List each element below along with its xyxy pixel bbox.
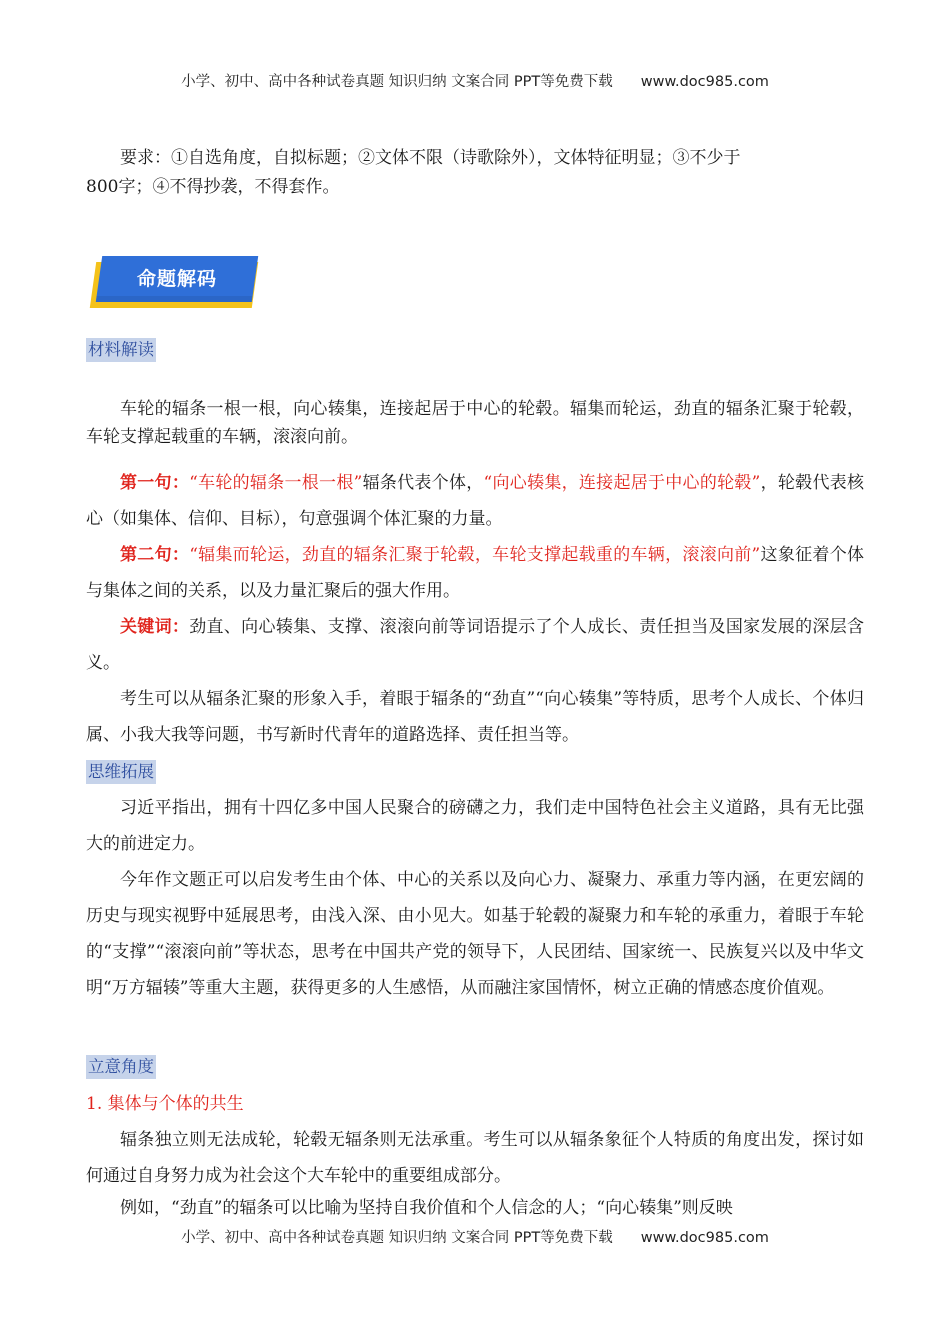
material-keywords xyxy=(86,609,864,681)
badge-label: 命题解码 xyxy=(136,268,217,290)
keywords-label: 关键词： xyxy=(120,617,190,637)
s2-text: 这象征着个体与集体之间的关系，以及力量汇聚后的强大作用。 xyxy=(86,545,865,601)
s1-quote-1: “车轮的辐条一根一根” xyxy=(189,473,363,493)
keywords-text: 劲直、向心辏集、支撑、滚滚向前等词语提示了个人成长、责任担当及国家发展的深层含义。 xyxy=(86,617,865,673)
angle-heading-1: 1. 集体与个体的共生 xyxy=(86,1094,244,1114)
header-site-link[interactable]: www.doc985.com xyxy=(640,74,769,90)
section-badge xyxy=(93,256,261,310)
expand-paragraph-1: 习近平指出，拥有十四亿多中国人民聚合的磅礴之力，我们走中国特色社会主义道路，具有无比强大的前进定力。 xyxy=(86,798,864,854)
material-sentence-1 xyxy=(86,465,864,537)
section-heading-expand: 思维拓展 xyxy=(86,760,156,784)
requirement-line2: 800字；④不得抄袭，不得套作。 xyxy=(86,177,340,197)
s1-quote-2: “向心辏集，连接起居于中心的轮毂” xyxy=(483,473,761,493)
requirement-line1: 要求：①自选角度，自拟标题；②文体不限（诗歌除外），文体特征明显；③不少于 xyxy=(120,148,741,168)
page-footer xyxy=(0,1226,950,1247)
header-text: 小学、初中、高中各种试卷真题 知识归纳 文案合同 PPT等免费下载 xyxy=(181,74,613,90)
s1-text-2: ，轮毂代表核心（如集体、信仰、目标），句意强调个体汇聚的力量。 xyxy=(86,473,865,529)
footer-site-link[interactable]: www.doc985.com xyxy=(640,1230,769,1246)
material-sentence-2 xyxy=(86,537,864,609)
requirement-paragraph xyxy=(86,144,864,173)
material-summary: 考生可以从辐条汇聚的形象入手，着眼于辐条的“劲直”“向心辏集”等特质，思考个人成长、个体归属、小我大我等问题，书写新时代青年的道路选择、责任担当等。 xyxy=(86,689,864,745)
angle-paragraph-1: 辐条独立则无法成轮，轮毂无辐条则无法承重。考生可以从辐条象征个人特质的角度出发，探讨如何通过自身努力成为社会这个大车轮中的重要组成部分。 xyxy=(86,1130,864,1186)
s2-label: 第二句： xyxy=(120,545,190,565)
section-heading-angle: 立意角度 xyxy=(86,1055,156,1079)
s1-text-1: 辐条代表个体， xyxy=(362,473,484,493)
angle-paragraph-2: 例如，“劲直”的辐条可以比喻为坚持自我价值和个人信念的人；“向心辏集”则反映 xyxy=(120,1198,733,1218)
requirement-paragraph-cont xyxy=(86,173,864,202)
s2-quote: “辐集而轮运，劲直的辐条汇聚于轮毂，车轮支撑起载重的车辆，滚滚向前” xyxy=(189,545,761,565)
page-header xyxy=(0,70,950,91)
expand-paragraph-2: 今年作文题正可以启发考生由个体、中心的关系以及向心力、凝聚力、承重力等内涵，在更宏阔的历史与现实视野中延展思考，由浅入深、由小见大。如基于轮毂的凝聚力和车轮的承重力，着眼于车轮的“支撑”“滚滚向前”等状态，思考在中国共产党的领导下，人民团结、国家统一、民族复兴以及中华文明“万方辐辏”等重大主题，获得更多的人生感悟，从而融注家国情怀，树立正确的情感态度价值观。 xyxy=(86,870,864,998)
footer-text: 小学、初中、高中各种试卷真题 知识归纳 文案合同 PPT等免费下载 xyxy=(181,1230,613,1246)
section-heading-material: 材料解读 xyxy=(86,338,156,362)
s1-label: 第一句： xyxy=(120,473,190,493)
material-intro: 车轮的辐条一根一根，向心辏集，连接起居于中心的轮毂。辐集而轮运，劲直的辐条汇聚于轮毂，车轮支撑起载重的车辆，滚滚向前。 xyxy=(86,399,864,447)
